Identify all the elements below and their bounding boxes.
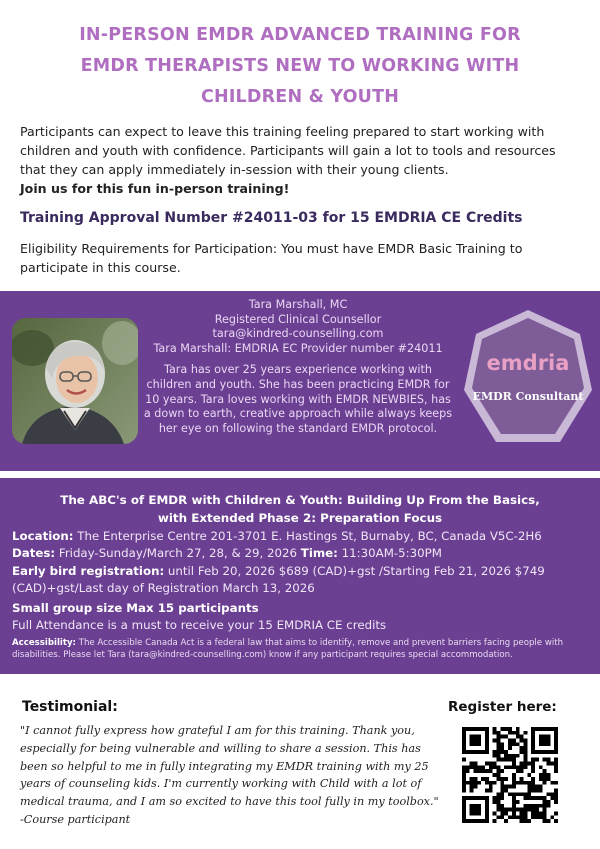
testimonial-quote — [20, 722, 450, 829]
eligibility-paragraph — [20, 239, 580, 277]
intro-paragraph — [20, 122, 580, 198]
location-value: The Enterprise Centre 201-3701 E. Hastings St, Burnaby, BC, Canada V5C-2H6 — [73, 529, 542, 543]
badge-label: EMDR Consultant — [472, 390, 584, 403]
time-label: Time: — [300, 546, 338, 561]
early-bird-label: Early bird registration: — [12, 563, 165, 578]
accessibility-note — [12, 637, 592, 661]
page-title — [0, 20, 600, 113]
testimonial-heading: Testimonial: — [22, 699, 118, 715]
course-title — [0, 491, 600, 527]
trainer-provider: Tara Marshall: EMDRIA EC Provider number #24011 — [153, 341, 443, 355]
intro-cta: Join us for this fun in-person training! — [20, 181, 290, 196]
eligibility-label: Eligibility Requirements for Participation — [20, 241, 273, 256]
course-title-line-2: with Extended Phase 2: Preparation Focus — [157, 511, 443, 525]
location-label: Location: — [12, 529, 74, 543]
approval-heading: Training Approval Number #24011-03 for 15 EMDRIA CE Credits — [20, 210, 523, 226]
course-title-line-1: The ABC's of EMDR with Children & Youth: Building Up From the Basics, — [60, 493, 540, 507]
testimonial-attribution: -Course participant — [20, 812, 131, 826]
trainer-email[interactable]: tara@kindred-counselling.com — [212, 327, 384, 341]
accessibility-text: The Accessible Canada Act is a federal law that aims to identify, remove and prevent barriers facing people with disabilities. Please let Tara (tara@kindred-counselling.com) know if any participant requires special accommodation. — [12, 638, 564, 661]
badge-logo: emdria — [486, 351, 570, 375]
title-line-2: EMDR THERAPISTS NEW TO WORKING WITH — [80, 56, 520, 76]
emdria-consultant-badge — [458, 304, 598, 464]
title-line-3: CHILDREN & YOUTH — [200, 87, 400, 107]
eligibility-text: : You must have EMDR Basic Training to participate in this course. — [20, 241, 523, 275]
registration-qr-code[interactable] — [462, 727, 558, 823]
intro-text: Participants can expect to leave this training feeling prepared to start working with children and youth with confidence. Participants will gain a lot to tools and resources that they can apply immediately in-session with their young clients. — [20, 124, 556, 177]
trainer-photo — [12, 318, 138, 444]
dates-row — [12, 545, 592, 562]
accessibility-label: Accessibility: — [12, 638, 76, 649]
title-line-1: IN-PERSON EMDR ADVANCED TRAINING FOR — [79, 25, 521, 45]
group-size: Small group size Max 15 participants — [12, 600, 259, 615]
trainer-name: Tara Marshall, MC — [248, 298, 348, 311]
time-value: 11:30AM-5:30PM — [337, 546, 442, 561]
early-bird-row — [12, 563, 592, 598]
course-details — [12, 528, 592, 661]
testimonial-text: "I cannot fully express how grateful I am for this training. Thank you, especially for being vulnerable and willing to share a session. This has been so helpful to me in fully integrating my EMDR training with my 25 years of counseling kids. I'm currently working with Child with a lot of medical trauma, and I am so excited to have this tool fully in my toolbox." — [20, 724, 439, 809]
register-heading: Register here: — [448, 699, 557, 715]
dates-value: Friday-Sunday/March 27, 28, & 29, 2026 — [55, 546, 301, 561]
dates-label: Dates: — [12, 546, 56, 561]
trainer-bio — [140, 298, 456, 436]
location-row — [12, 528, 592, 545]
trainer-role: Registered Clinical Counsellor — [214, 312, 382, 326]
early-bird-value: until Feb 20, 2026 $689 (CAD)+gst /Starting Feb 21, 2026 $749 (CAD)+gst/Last day of Registration March 13, 2026 — [12, 563, 545, 596]
attendance-note: Full Attendance is a must to receive your 15 EMDRIA CE credits — [12, 618, 387, 633]
trainer-description: Tara has over 25 years experience working with children and youth. She has been practicing EMDR for 10 years. Tara loves working with EMDR NEWBIES, has a down to earth, creative approach while always keeps her eye on following the standard EMDR protocol. — [143, 363, 453, 435]
